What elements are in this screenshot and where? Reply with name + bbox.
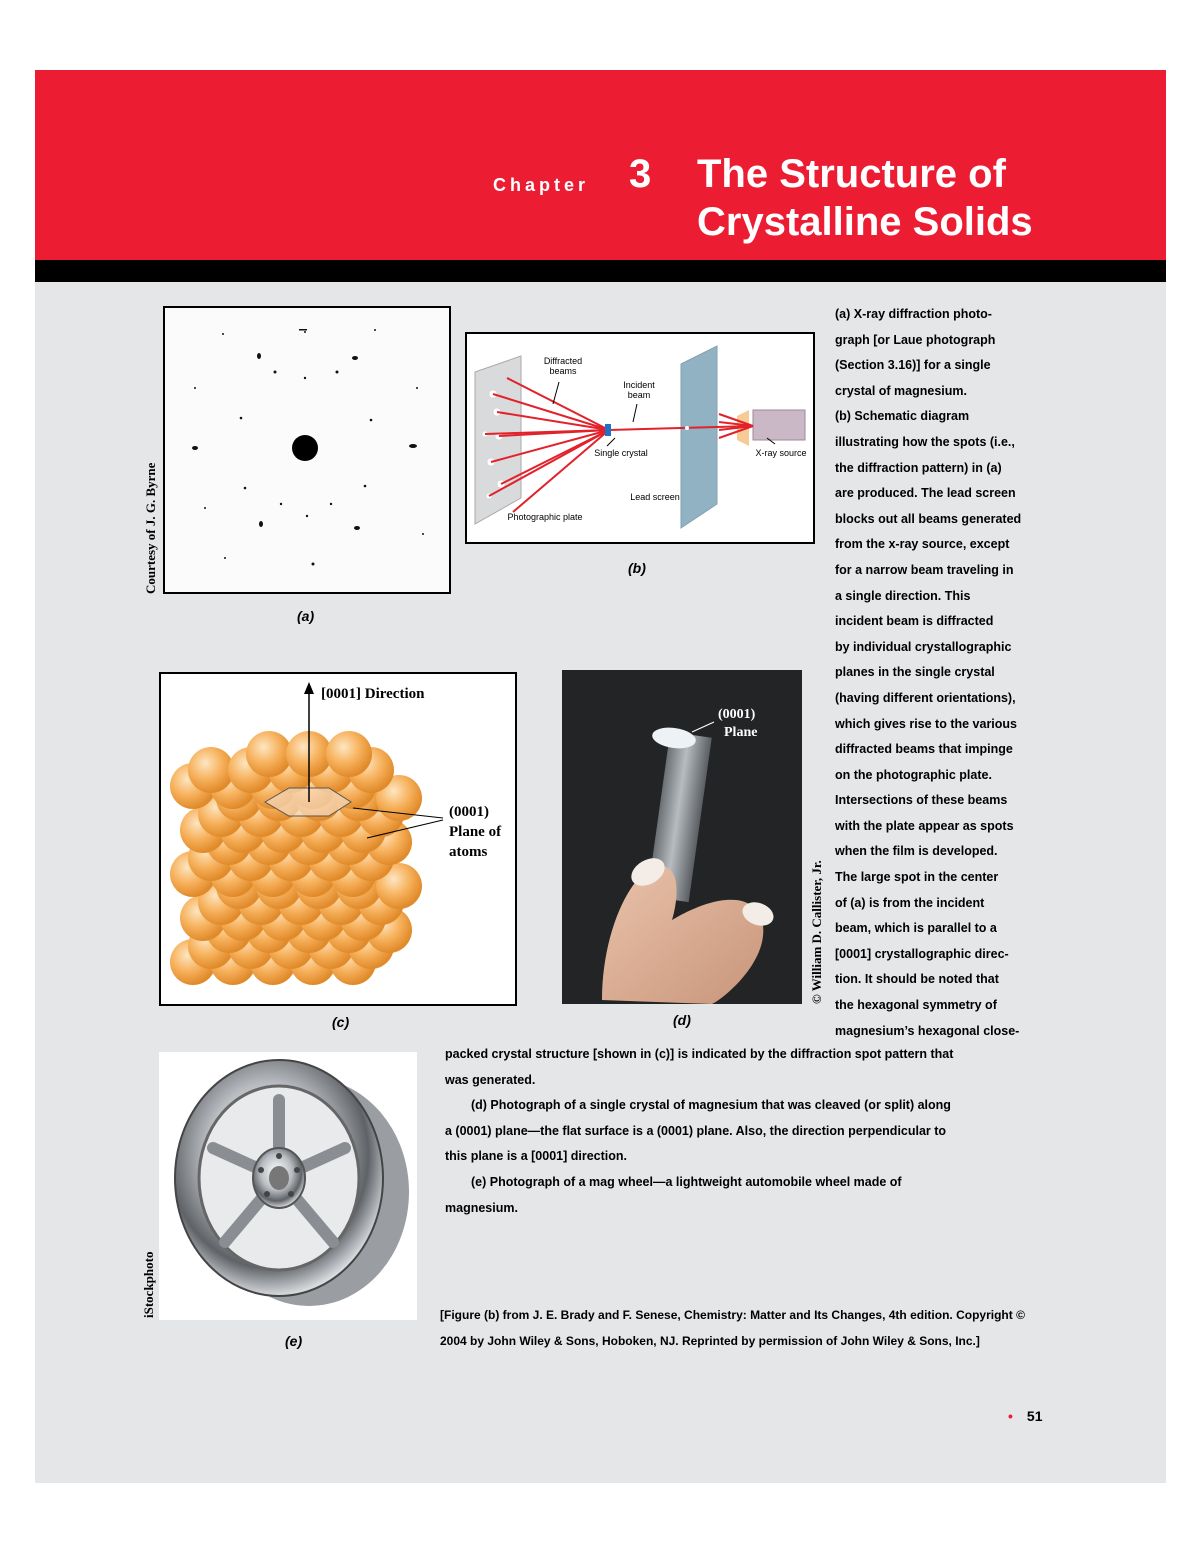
- caption-line: magnesium.: [445, 1200, 518, 1215]
- caption-line: illustrating how the spots (i.e.,: [835, 434, 1015, 449]
- caption-line: tion. It should be noted that: [835, 972, 999, 987]
- caption-line: this plane is a [0001] direction.: [445, 1149, 628, 1164]
- page: [35, 70, 1166, 1483]
- figure-source-reference: [440, 1302, 1060, 1354]
- caption-line: packed crystal structure [shown in (c)] is indicated by the diffraction spot pattern that: [445, 1047, 954, 1061]
- caption-wide-column: [445, 1042, 1065, 1221]
- caption-line: (having different orientations),: [835, 690, 1016, 705]
- label-xray-source: X-ray source: [755, 448, 807, 458]
- laue-pattern-image: [165, 308, 449, 592]
- caption-line: the diffraction pattern) in (a): [835, 460, 1002, 475]
- chapter-title: [697, 150, 1033, 246]
- caption-line: Intersections of these beams: [835, 793, 1008, 808]
- figure-b-letter: (b): [628, 560, 646, 576]
- caption-line: [0001] crystallographic direc-: [835, 946, 1009, 961]
- chapter-title-line1: The Structure of: [697, 152, 1006, 196]
- caption-line: when the film is developed.: [835, 844, 998, 859]
- crystal-label-2: Plane: [724, 725, 758, 740]
- caption-line: (d) Photograph of a single crystal of magnesium that was cleaved (or split) along: [471, 1098, 951, 1113]
- direction-label: [0001] Direction: [321, 686, 425, 702]
- figure-c-hcp-structure: [159, 672, 517, 1006]
- label-photographic-plate: Photographic plate: [507, 512, 583, 522]
- figure-a-letter: (a): [297, 608, 315, 624]
- atom-sphere: [326, 731, 372, 777]
- caption-line: by individual crystallographic: [835, 639, 1012, 654]
- caption-line: are produced. The lead screen: [835, 486, 1016, 501]
- caption-line: a single direction. This: [835, 588, 971, 603]
- label-beam: beam: [627, 390, 651, 400]
- caption-line: blocks out all beams generated: [835, 511, 1022, 526]
- label-lead-screen: Lead screen: [630, 492, 680, 502]
- figure-d-credit: © William D. Callister, Jr.: [809, 860, 824, 1004]
- reference-line-2: 2004 by John Wiley & Sons, Hoboken, NJ. Reprinted by permission of John Wiley & Sons, Inc.]: [440, 1334, 980, 1348]
- caption-line: crystal of magnesium.: [835, 383, 967, 398]
- caption-line: (e) Photograph of a mag wheel—a lightweight automobile wheel made of: [471, 1174, 902, 1189]
- plane-label-2: Plane of: [449, 824, 502, 840]
- page-number: [1008, 1408, 1042, 1424]
- chapter-title-line2: Crystalline Solids: [697, 200, 1033, 244]
- label-incident: Incident: [623, 380, 655, 390]
- magnesium-crystal-photo: [562, 670, 802, 1004]
- label-beams: beams: [549, 366, 577, 376]
- atom-sphere: [188, 747, 234, 793]
- caption-line: a (0001) plane—the flat surface is a (0001) plane. Also, the direction perpendicular to: [445, 1123, 947, 1138]
- caption-line: (a) X-ray diffraction photo-: [835, 307, 992, 321]
- caption-line: the hexagonal symmetry of: [835, 998, 997, 1013]
- caption-line: diffracted beams that impinge: [835, 742, 1013, 757]
- caption-line: (b) Schematic diagram: [835, 409, 970, 424]
- caption-line: (Section 3.16)] for a single: [835, 358, 991, 373]
- plane-label-1: (0001): [449, 804, 489, 820]
- figure-e-letter: (e): [285, 1333, 303, 1349]
- caption-line: on the photographic plate.: [835, 767, 992, 782]
- caption-line: which gives rise to the various: [835, 716, 1018, 731]
- figure-b-diffraction-schematic: [465, 332, 815, 544]
- page-number-value: 51: [1026, 1408, 1043, 1424]
- chapter-number: 3: [629, 152, 652, 196]
- page-number-bullet: •: [1008, 1408, 1013, 1424]
- figure-e-credit: iStockphoto: [141, 1251, 156, 1318]
- diffraction-schematic-diagram: [467, 334, 813, 542]
- figure-d-crystal-photo: [562, 670, 802, 1004]
- reference-line-1: [Figure (b) from J. E. Brady and F. Senese, Chemistry: Matter and Its Changes, 4th edition. Copyright ©: [440, 1308, 1025, 1322]
- caption-line: graph [or Laue photograph: [835, 332, 996, 347]
- header-rule: [35, 260, 1166, 282]
- caption-line: for a narrow beam traveling in: [835, 562, 1014, 577]
- figure-a-credit: Courtesy of J. G. Byrne: [143, 462, 158, 594]
- label-single-crystal: Single crystal: [594, 448, 648, 458]
- caption-line: of (a) is from the incident: [835, 895, 985, 910]
- label-diffracted: Diffracted: [543, 356, 583, 366]
- hcp-atom-stack-diagram: [161, 674, 515, 1004]
- caption-line: beam, which is parallel to a: [835, 921, 997, 936]
- figure-d-letter: (d): [673, 1012, 691, 1028]
- caption-line: The large spot in the center: [835, 870, 999, 885]
- figure-a-laue-photograph: [163, 306, 451, 594]
- mag-wheel-image: [159, 1052, 417, 1320]
- plane-label-3: atoms: [449, 844, 488, 860]
- crystal-label-1: (0001): [718, 707, 756, 722]
- chapter-label: Chapter: [493, 175, 590, 195]
- caption-line: magnesium’s hexagonal close-: [835, 1023, 1020, 1038]
- atom-sphere: [246, 731, 292, 777]
- caption-line: from the x-ray source, except: [835, 537, 1010, 552]
- caption-line: incident beam is diffracted: [835, 614, 994, 629]
- caption-line: with the plate appear as spots: [835, 818, 1014, 833]
- caption-narrow-column: [835, 302, 1095, 1044]
- figure-e-mag-wheel-photo: [159, 1052, 417, 1320]
- caption-line: was generated.: [445, 1072, 536, 1087]
- caption-line: planes in the single crystal: [835, 665, 995, 680]
- chapter-banner: [35, 70, 1166, 260]
- figure-c-letter: (c): [332, 1014, 350, 1030]
